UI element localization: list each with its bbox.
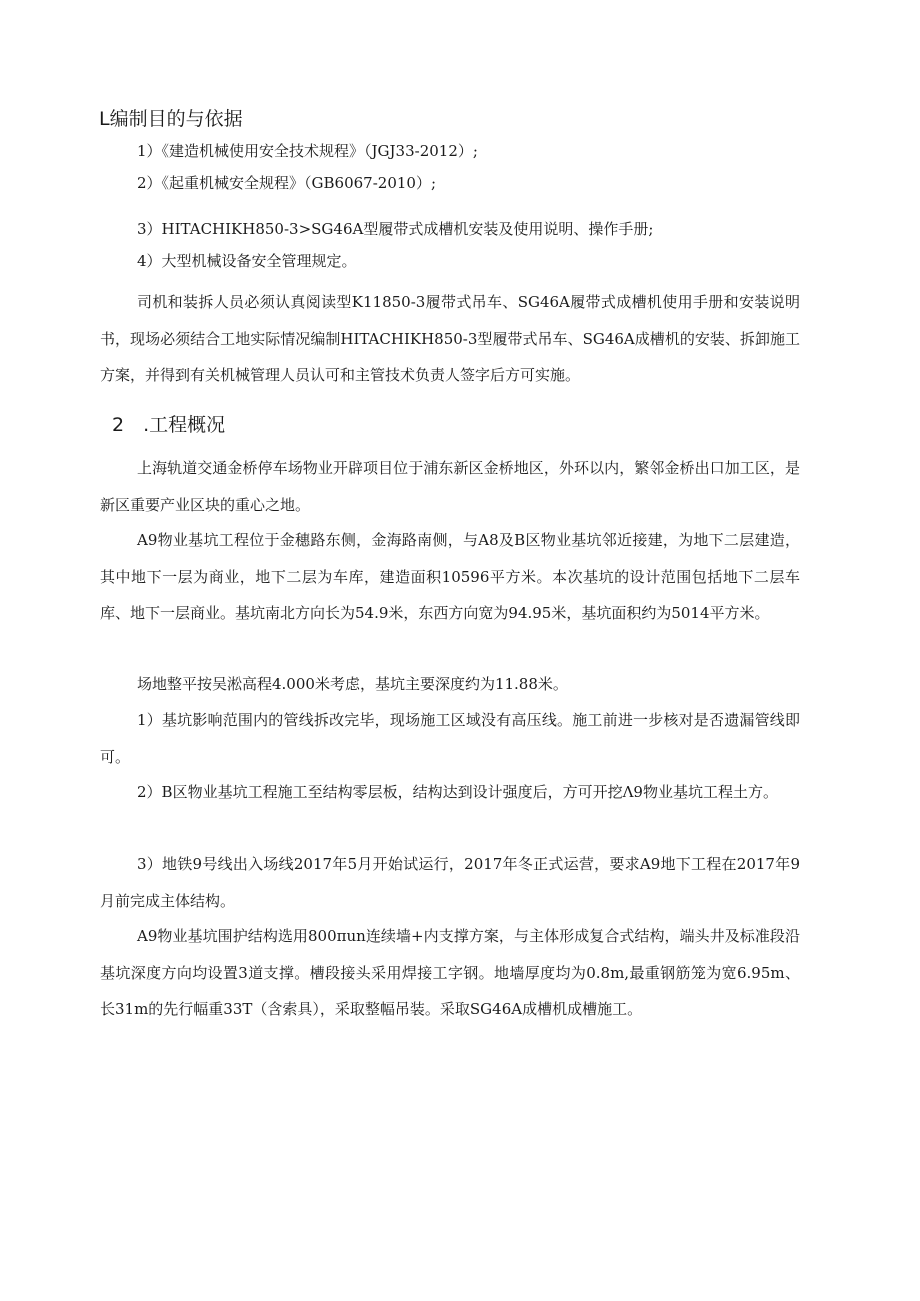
reference-item-4: 4）大型机械设备安全管理规定。 [137, 252, 357, 270]
reference-item-1: 1）《建造机械使用安全技术规程》（JGJ33-2012）; [137, 142, 478, 160]
body-paragraph-retaining-structure: A9物业基坑围护结构选用800πun连续墙+内支撑方案，与主体形成复合式结构，端头井及标准段沿基坑深度方向均设置3道支撑。槽段接头采用焊接工字钢。地墙厚度均为0.8m,最重钢筋笼为宽6.95m、长31m的先行幅重33T（含索具），采取整幅吊装。采取SG46A成槽机成槽施工。 [100, 927, 800, 1018]
body-paragraph-a9-site: A9物业基坑工程位于金穗路东侧，金海路南侧，与A8及B区物业基坑邻近接建，为地下二层建造，其中地下一层为商业，地下二层为车库，建造面积10596平方米。本次基坑的设计范围包括地下二层车库、地下一层商业。基坑南北方向长为54.9米，东西方向宽为94.95米，基坑面积约为5014平方米。 [100, 531, 800, 622]
body-paragraph-condition-3: 3）地铁9号线出入场线2017年5月开始试运行，2017年冬正式运营，要求A9地下工程在2017年9月前完成主体结构。 [100, 855, 800, 910]
body-paragraph-location: 上海轨道交通金桥停车场物业开辟项目位于浦东新区金桥地区，外环以内，繁邻金桥出口加工区，是新区重要产业区块的重心之地。 [100, 459, 800, 514]
body-paragraph-operators: 司机和装拆人员必须认真阅读型K11850-3履带式吊车、SG46A履带式成槽机使用手册和安装说明书，现场必须结合工地实际情况编制HITACHIKH850-3型履带式吊车、SG46A成槽机的安装、拆卸施工方案，并得到有关机械管理人员认可和主管技术负责人签字后方可实施。 [100, 293, 800, 384]
body-paragraph-condition-2: 2）B区物业基坑工程施工至结构零层板，结构达到设计强度后，方可开挖Λ9物业基坑工程土方。 [137, 783, 778, 801]
reference-item-2: 2）《起重机械安全规程》（GB6067-2010）; [137, 174, 437, 192]
body-paragraph-elevation: 场地整平按吴淞高程4.000米考虑，基坑主要深度约为11.88米。 [137, 675, 568, 693]
body-paragraph-condition-1: 1）基坑影响范围内的管线拆改完毕，现场施工区域没有高压线。施工前进一步核对是否遗漏管线即可。 [100, 711, 800, 766]
section-heading-overview: 2 .工程概况 [112, 414, 226, 436]
section-heading-purpose: L编制目的与依据 [99, 108, 243, 130]
reference-item-3: 3）HITACHIKH850-3>SG46A型履带式成槽机安装及使用说明、操作手册; [137, 220, 654, 238]
